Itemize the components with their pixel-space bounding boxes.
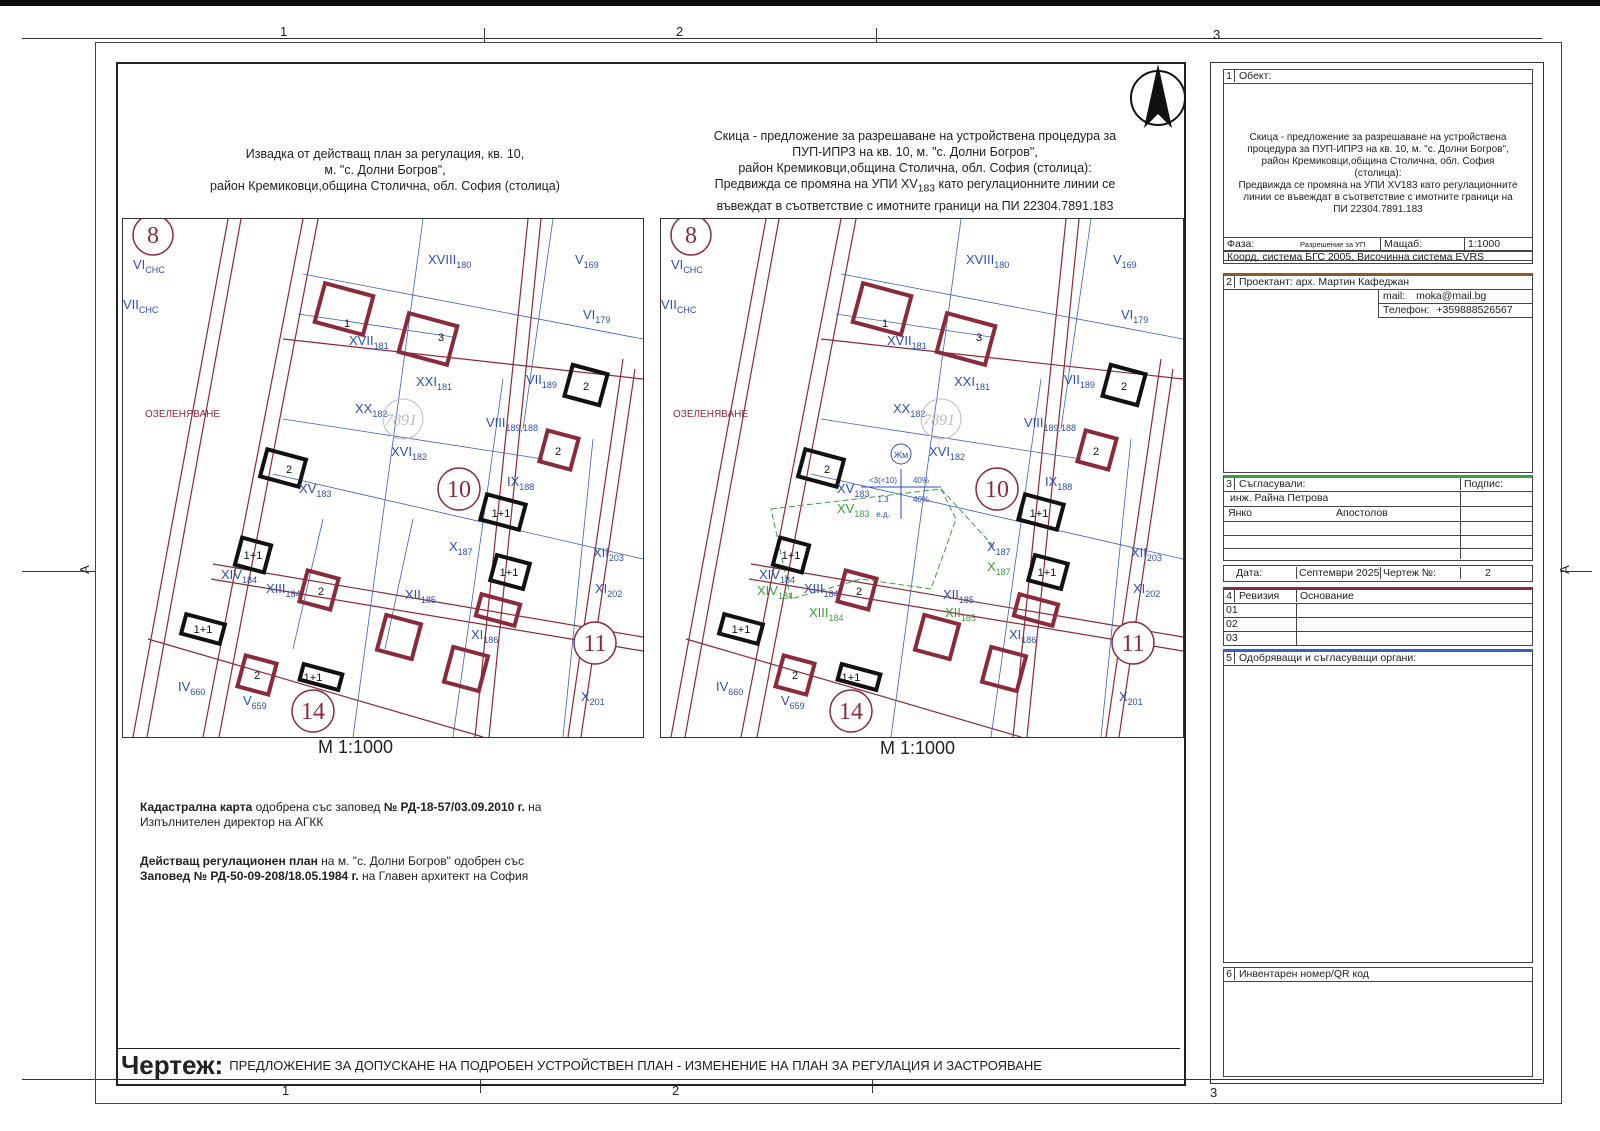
row-line (1224, 631, 1532, 632)
section-num: 1 (1224, 70, 1235, 82)
section-object (1223, 69, 1533, 261)
left-map[interactable] (122, 218, 644, 738)
svg-text:XV183: $XV_{183}$ (837, 501, 870, 519)
left-title-line-1: Извадка от действащ план за регулация, кв. 10, (245, 147, 525, 161)
phone-value: +359888526567 (1436, 304, 1513, 316)
svg-text:2: 2 (823, 464, 831, 476)
drawing-no-label: Чертеж №: (1380, 567, 1436, 579)
svg-text:40%: 40% (912, 476, 930, 485)
svg-text:2: 2 (1120, 381, 1128, 393)
desc-line: Предвижда се промяна на УПИ XV183 като регулационните (1238, 180, 1518, 191)
regulation-note (140, 854, 610, 884)
note-text: на м. "с. Долни Богров" одобрен със (317, 854, 525, 868)
svg-text:2: 2 (285, 464, 293, 476)
ruler-bottom-3: 3 (1210, 1085, 1218, 1100)
right-title-line-4b: като регулационните линии се (935, 177, 1116, 191)
ruler-side-line (1560, 571, 1592, 572)
desc-line: Скица - предложение за разрешаване на устройствена (1249, 132, 1507, 143)
ruler-top-1: 1 (280, 24, 288, 39)
drawing-no-value: 2 (1460, 567, 1491, 579)
svg-text:XX182: $XX_{182}$ (893, 401, 926, 419)
revision-row: 03 (1226, 632, 1238, 644)
top-border (0, 0, 1600, 6)
ruler-bottom-2: 2 (672, 1083, 680, 1098)
svg-text:XVIII180: $XVIII_{180}$ (428, 252, 472, 270)
svg-text:1: 1 (343, 318, 351, 330)
svg-text:XIV184: $XIV_{184}$ (759, 567, 795, 585)
svg-text:V659: $V_{659}$ (781, 693, 805, 711)
left-map-svg (123, 219, 643, 737)
svg-text:XIV184: $XIV_{184}$ (757, 583, 793, 601)
svg-text:IX188: $IX_{188}$ (507, 474, 535, 492)
svg-text:IV660: $IV_{660}$ (178, 679, 206, 697)
svg-text:VII189: $VII_{189}$ (1064, 372, 1095, 390)
svg-text:е.д.: е.д. (876, 510, 890, 519)
phase-label: Фаза: (1227, 238, 1255, 250)
agreed-person-1: инж. Райна Петрова (1230, 492, 1329, 504)
svg-text:XIII184: $XIII_{184}$ (266, 581, 301, 599)
designer-name: Проектант: арх. Мартин Кафеджан (1239, 276, 1410, 288)
section-head (1224, 478, 1532, 492)
right-title-line-3: район Кремиковци,община Столична, обл. София (столица): (738, 161, 1092, 175)
svg-text:XVI182: $XVI_{182}$ (929, 444, 965, 462)
zone-code: Жм (893, 450, 909, 460)
right-title-line-2: ПУП-ИПРЗ на кв. 10, м. "с. Долни Богров", (792, 145, 1038, 159)
svg-text:XI202: $XI_{202}$ (1133, 581, 1161, 599)
svg-text:1+1: 1+1 (303, 672, 323, 684)
svg-text:<3(<10): <3(<10) (868, 476, 898, 485)
basis-label: Основание (1296, 590, 1354, 602)
note-bold: Кадастрална карта (140, 800, 253, 814)
agreed-person-2-first: Янко (1228, 507, 1252, 519)
note-text: на (524, 800, 542, 814)
right-map-scale: М 1:1000 (880, 738, 956, 758)
svg-text:1+1: 1+1 (841, 672, 861, 684)
date-label: Дата: (1236, 567, 1263, 579)
mail-value[interactable]: moka@mail.bg (1416, 290, 1487, 302)
svg-text:X187: $X_{187}$ (987, 559, 1011, 577)
section-designer (1223, 273, 1533, 473)
svg-text:XII185: $XII_{185}$ (943, 587, 974, 605)
svg-text:XXI181: $XXI_{181}$ (954, 374, 990, 392)
svg-text:XI186: $XI_{186}$ (1009, 627, 1037, 645)
desc-line: линии се въвеждат в съответствие с имотните граници на (1243, 192, 1513, 203)
svg-text:XVII181: $XVII_{181}$ (887, 333, 927, 351)
ruler-side-left: A (76, 565, 92, 574)
section-num: 5 (1224, 652, 1235, 664)
svg-text:10: 10 (985, 477, 1009, 503)
ruler-side-right: A (1556, 565, 1572, 574)
svg-text:3: 3 (437, 332, 445, 344)
right-map-title (690, 128, 1140, 214)
right-title-line-5: въвеждат в съответствие с имотните граници на ПИ 22304.7891.183 (716, 198, 1114, 213)
ruler-top-3: 3 (1213, 27, 1221, 42)
ruler-bottom-1: 1 (282, 1083, 290, 1098)
row-line (1224, 506, 1532, 507)
desc-line: ПИ 22304.7891.183 (1333, 204, 1423, 215)
svg-text:3: 3 (975, 332, 983, 344)
svg-text:1+1: 1+1 (499, 567, 519, 579)
drawing-title-label: Чертеж: (121, 1049, 224, 1080)
svg-text:1+1: 1+1 (1037, 567, 1057, 579)
svg-text:XVII181: $XVII_{181}$ (349, 333, 389, 351)
row-line (1224, 548, 1532, 549)
ruler-tick (876, 28, 877, 42)
coords-text: Коорд. система БГС 2005, Височинна система EVRS (1227, 251, 1485, 263)
scale-value: 1:1000 (1464, 238, 1500, 250)
svg-text:VIСНС: $VI_{СНС}$ (133, 257, 165, 275)
svg-text:11: 11 (1121, 631, 1145, 657)
block-8-label: 8 (147, 223, 159, 249)
svg-text:1+1: 1+1 (243, 550, 263, 562)
note-bold: Заповед № РД-50-09-208/18.05.1984 г. (140, 869, 359, 883)
desc-line: район Кремиковци,община Столична, обл. София (1261, 156, 1495, 167)
svg-text:V169: $V_{169}$ (575, 252, 599, 270)
right-zone-label: ОЗЕЛЕНЯВАНЕ (673, 409, 749, 420)
desc-line: процедура за ПУП-ИПРЗ на кв. 10, м. "с. Долни Богров", (1247, 144, 1509, 155)
mail-label: mail: (1383, 290, 1406, 302)
svg-text:XII185: $XII_{185}$ (945, 605, 976, 623)
svg-text:XVI182: $XVI_{182}$ (391, 444, 427, 462)
mail-row (1378, 290, 1533, 304)
svg-text:XV183: $XV_{183}$ (837, 481, 870, 499)
right-map-svg (661, 219, 1183, 737)
left-title-line-2: м. "с. Долни Богров", (324, 163, 446, 177)
svg-text:VI179: $VI_{179}$ (1121, 307, 1149, 325)
svg-text:2: 2 (855, 586, 863, 598)
svg-text:VIСНС: $VI_{СНС}$ (671, 257, 703, 275)
svg-text:XII185: $XII_{185}$ (405, 587, 436, 605)
revision-row: 02 (1226, 618, 1238, 630)
svg-text:XV183: $XV_{183}$ (299, 481, 332, 499)
svg-text:XX182: $XX_{182}$ (355, 401, 388, 419)
svg-text:XIV184: $XIV_{184}$ (221, 567, 257, 585)
row-line (1224, 521, 1532, 522)
section-num: 6 (1224, 968, 1235, 980)
drawing-title (118, 1048, 1180, 1081)
north-arrow-icon (1130, 64, 1186, 136)
svg-text:VIIСНС: $VII_{СНС}$ (661, 297, 697, 315)
svg-text:XI186: $XI_{186}$ (471, 627, 499, 645)
section-inventory (1223, 967, 1533, 1077)
agreed-person-2-last: Апостолов (1336, 507, 1388, 519)
svg-text:XXI181: $XXI_{181}$ (416, 374, 452, 392)
right-title-line-4-sub: 183 (917, 183, 936, 195)
ruler-side-line (22, 571, 95, 572)
svg-text:X187: $X_{187}$ (987, 539, 1011, 557)
right-title-line-1: Скица - предложение за разрешаване на устройствена процедура за (713, 129, 1117, 143)
section-num: 2 (1224, 276, 1235, 288)
phone-label: Телефон: (1383, 304, 1430, 316)
svg-text:1+1: 1+1 (1029, 508, 1049, 520)
svg-text:IV660: $IV_{660}$ (716, 679, 744, 697)
section-num: 4 (1224, 590, 1235, 602)
svg-text:X187: $X_{187}$ (449, 539, 473, 557)
svg-text:8: 8 (685, 223, 697, 249)
left-zone-label: ОЗЕЛЕНЯВАНЕ (145, 409, 221, 420)
svg-text:XVIII180: $XVIII_{180}$ (966, 252, 1010, 270)
coords-row (1223, 250, 1533, 264)
ruler-tick (484, 28, 485, 42)
section-approving (1223, 649, 1533, 963)
svg-text:IX188: $IX_{188}$ (1045, 474, 1073, 492)
section-head (1224, 652, 1532, 666)
row-line (1224, 617, 1532, 618)
svg-text:7891: 7891 (923, 412, 955, 429)
svg-text:XII203: $XII_{203}$ (1131, 545, 1162, 563)
right-title-line-4a: Предвижда се промяна на УПИ XV (714, 177, 918, 191)
svg-text:1+1: 1+1 (731, 624, 751, 636)
ruler-top-2: 2 (676, 24, 684, 39)
section-label: Одобряващи и съгласуващи органи: (1239, 652, 1417, 664)
left-map-title (200, 146, 570, 194)
section-num: 3 (1224, 478, 1235, 490)
svg-text:V169: $V_{169}$ (1113, 252, 1137, 270)
left-title-line-3: район Кремиковци,община Столична, обл. София (столица) (210, 179, 560, 193)
col-line (1460, 491, 1461, 559)
svg-text:X201: $X_{201}$ (1119, 689, 1143, 707)
right-map[interactable] (660, 218, 1184, 738)
section-head (1224, 968, 1532, 982)
section-label: Съгласували: (1239, 478, 1306, 490)
svg-text:2: 2 (1092, 446, 1100, 458)
svg-text:VI179: $VI_{179}$ (583, 307, 611, 325)
note-text: одобрена със заповед (252, 800, 384, 814)
svg-text:1+1: 1+1 (491, 508, 511, 520)
row-line (1224, 535, 1532, 536)
section-agreed (1223, 475, 1533, 561)
left-map-scale: М 1:1000 (318, 737, 394, 757)
title-block (1210, 62, 1544, 1084)
svg-text:XIII184: $XIII_{184}$ (804, 581, 839, 599)
section-label: Обект: (1239, 70, 1272, 82)
revision-row: 01 (1226, 604, 1238, 616)
svg-text:14: 14 (839, 699, 863, 725)
date-row (1223, 565, 1533, 582)
svg-text:40%: 40% (912, 495, 930, 504)
svg-text:1+1: 1+1 (193, 624, 213, 636)
section-head (1224, 70, 1532, 84)
svg-text:2: 2 (554, 446, 562, 458)
svg-text:XIII184: $XIII_{184}$ (809, 605, 844, 623)
note-text: Изпълнителен директор на АГКК (140, 815, 324, 829)
scale-label: Мащаб: (1380, 238, 1422, 250)
svg-text:7891: 7891 (385, 412, 417, 429)
note-bold: № РД-18-57/03.09.2010 г. (383, 800, 525, 814)
svg-text:10: 10 (447, 477, 471, 503)
section-revision (1223, 587, 1533, 646)
phone-row (1378, 304, 1533, 318)
col-line (1296, 603, 1297, 645)
svg-text:2: 2 (253, 670, 261, 682)
svg-text:2: 2 (791, 670, 799, 682)
svg-text:14: 14 (301, 699, 325, 725)
svg-text:2: 2 (582, 381, 590, 393)
object-description (1228, 132, 1528, 216)
svg-text:VIII189,188: $VIII_{189,188}$ (486, 415, 539, 433)
svg-text:1.3: 1.3 (877, 495, 889, 504)
drawing-title-text: ПРЕДЛОЖЕНИЕ ЗА ДОПУСКАНЕ НА ПОДРОБЕН УСТРОЙСТВЕН ПЛАН - ИЗМЕНЕНИЕ НА ПЛАН ЗА РЕГУЛАЦИЯ И ЗАСТРОЯВАНЕ (229, 1057, 1042, 1073)
cadastral-note (140, 800, 610, 830)
section-head (1224, 590, 1532, 604)
phase-value: Разрешение за УП (1300, 240, 1366, 249)
svg-text:X201: $X_{201}$ (581, 689, 605, 707)
svg-text:1+1: 1+1 (781, 550, 801, 562)
svg-text:XII203: $XII_{203}$ (593, 545, 624, 563)
svg-text:1: 1 (881, 318, 889, 330)
desc-line: (столица): (1354, 168, 1402, 179)
svg-text:V659: $V_{659}$ (243, 693, 267, 711)
signature-label: Подпис: (1460, 478, 1503, 490)
svg-text:11: 11 (583, 631, 607, 657)
note-bold: Действащ регулационен план (140, 854, 318, 868)
top-ruler-line (22, 38, 1542, 39)
revision-label: Ревизия (1239, 590, 1280, 602)
svg-text:2: 2 (317, 586, 325, 598)
date-value: Септември 2025 (1296, 567, 1379, 579)
svg-text:VII189: $VII_{189}$ (526, 372, 557, 390)
svg-text:VIIСНС: $VII_{СНС}$ (123, 297, 159, 315)
right-title-line-4 (690, 176, 1140, 198)
svg-text:VIII189,188: $VIII_{189,188}$ (1024, 415, 1077, 433)
section-head (1224, 276, 1532, 290)
note-text: на Главен архитект на София (358, 869, 529, 883)
section-label: Инвентарен номер/QR код (1239, 968, 1369, 980)
svg-text:XI202: $XI_{202}$ (595, 581, 623, 599)
